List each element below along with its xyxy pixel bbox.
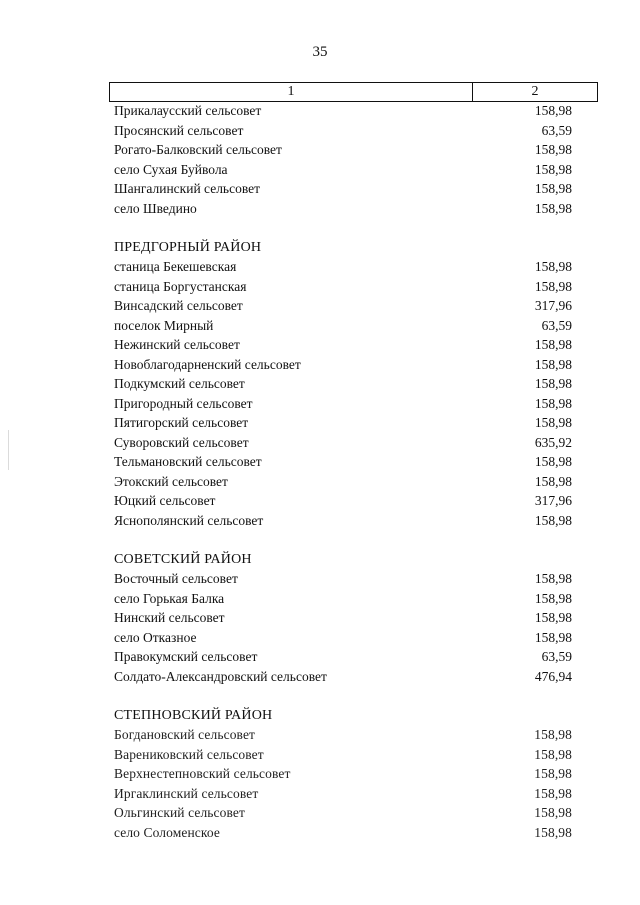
amount-value: 158,98 (534, 278, 572, 294)
amount-value: 635,92 (534, 434, 572, 450)
amount-value: 63,59 (541, 649, 572, 664)
settlement-name: Юцкий сельсовет (114, 493, 216, 508)
table-row (114, 725, 572, 745)
settlement-name: Винсадский сельсовет (114, 298, 243, 313)
settlement-name: Варениковский сельсовет (114, 746, 264, 762)
amount-value: 158,98 (534, 473, 572, 489)
settlement-name: Правокумский сельсовет (114, 649, 258, 664)
table-row (114, 413, 572, 433)
settlement-name: Нежинский сельсовет (114, 337, 240, 352)
scan-mark (8, 430, 9, 470)
amount-value: 158,98 (534, 785, 572, 801)
table-row (114, 316, 572, 336)
amount-value: 158,98 (534, 356, 572, 372)
amount-value: 158,98 (534, 512, 572, 528)
table-row (114, 296, 572, 316)
amount-value: 317,96 (534, 298, 572, 313)
table-row (114, 101, 572, 121)
table-row (114, 589, 572, 609)
table-row (114, 784, 572, 804)
district-title: ПРЕДГОРНЫЙ РАЙОН (114, 239, 262, 255)
settlement-name: Ольгинский сельсовет (114, 805, 245, 820)
table-body (114, 101, 572, 842)
settlement-name: село Горькая Балка (114, 590, 225, 606)
amount-value: 158,98 (534, 161, 572, 177)
settlement-name: станица Боргустанская (114, 278, 247, 294)
settlement-name: Тельмановский сельсовет (114, 454, 262, 469)
amount-value: 158,98 (534, 454, 572, 469)
table-header-col2: 2 (531, 84, 539, 99)
amount-value: 158,98 (534, 259, 572, 274)
table-row (114, 667, 572, 687)
settlement-name: Нинский сельсовет (114, 610, 225, 625)
settlement-name: станица Бекешевская (114, 259, 237, 274)
settlement-name: поселок Мирный (114, 317, 214, 333)
table-row (114, 179, 572, 199)
table-row (114, 803, 572, 823)
settlement-name: Новоблагодарненский сельсовет (114, 356, 301, 372)
amount-value: 317,96 (534, 493, 572, 508)
settlement-name: Иргаклинский сельсовет (114, 785, 259, 801)
amount-value: 158,98 (534, 571, 572, 586)
table-row (114, 160, 572, 180)
district-section (114, 238, 572, 531)
amount-value: 158,98 (534, 746, 572, 762)
amount-value: 158,98 (534, 590, 572, 606)
table-row (114, 257, 572, 277)
settlement-name: село Отказное (114, 629, 197, 645)
amount-value: 158,98 (534, 142, 572, 157)
page-number: 35 (312, 44, 328, 60)
settlement-name: Пятигорский сельсовет (114, 415, 249, 430)
district-title: СТЕПНОВСКИЙ РАЙОН (114, 707, 273, 723)
district-section (114, 550, 572, 687)
amount-value: 158,98 (534, 824, 572, 840)
table-row (114, 745, 572, 765)
amount-value: 158,98 (534, 415, 572, 430)
settlement-name: Пригородный сельсовет (114, 395, 253, 411)
table-row (114, 472, 572, 492)
settlement-name: Этокский сельсовет (114, 473, 228, 489)
table-row (114, 628, 572, 648)
table-row (114, 823, 572, 843)
district-title: СОВЕТСКИЙ РАЙОН (114, 551, 252, 567)
table-row (114, 647, 572, 667)
settlement-name: Шангалинский сельсовет (114, 181, 261, 196)
table-row (114, 394, 572, 414)
table-row (114, 608, 572, 628)
table-row (114, 511, 572, 531)
table-row (114, 355, 572, 375)
table-row (114, 764, 572, 784)
amount-value: 158,98 (534, 376, 572, 391)
amount-value: 158,98 (534, 181, 572, 196)
amount-value: 158,98 (534, 103, 572, 118)
amount-value: 63,59 (541, 122, 572, 138)
amount-value: 158,98 (534, 200, 572, 216)
settlement-name: Восточный сельсовет (114, 571, 238, 586)
settlement-name: Суворовский сельсовет (114, 434, 249, 450)
settlement-name: село Шведино (114, 200, 197, 216)
amount-value: 158,98 (534, 805, 572, 820)
amount-value: 158,98 (534, 727, 572, 742)
table-header (109, 82, 598, 102)
amount-value: 63,59 (541, 317, 572, 333)
table-row (114, 199, 572, 219)
table-row (114, 491, 572, 511)
table-row (114, 569, 572, 589)
settlement-name: Верхнестепновский сельсовет (114, 766, 291, 781)
amount-value: 158,98 (534, 395, 572, 411)
table-row (114, 121, 572, 141)
settlement-name: Прикалаусский сельсовет (114, 103, 262, 118)
settlement-name: село Сухая Буйвола (114, 161, 228, 177)
settlement-name: Яснополянский сельсовет (114, 512, 264, 528)
settlement-name: Рогато-Балковский сельсовет (114, 142, 282, 157)
table-row (114, 452, 572, 472)
settlement-name: Солдато-Александровский сельсовет (114, 668, 327, 684)
table-row (114, 433, 572, 453)
district-section (114, 706, 572, 843)
amount-value: 158,98 (534, 610, 572, 625)
table-header-col1: 1 (110, 83, 473, 101)
table-row (114, 374, 572, 394)
table-row (114, 335, 572, 355)
settlement-name: Просянский сельсовет (114, 122, 244, 138)
amount-value: 158,98 (534, 629, 572, 645)
table-row (114, 277, 572, 297)
settlement-name: село Соломенское (114, 824, 220, 840)
settlement-name: Подкумский сельсовет (114, 376, 245, 391)
amount-value: 158,98 (534, 337, 572, 352)
table-row (114, 140, 572, 160)
settlement-name: Богдановский сельсовет (114, 727, 256, 742)
amount-value: 158,98 (534, 766, 572, 781)
amount-value: 476,94 (534, 668, 572, 684)
district-section (114, 101, 572, 218)
